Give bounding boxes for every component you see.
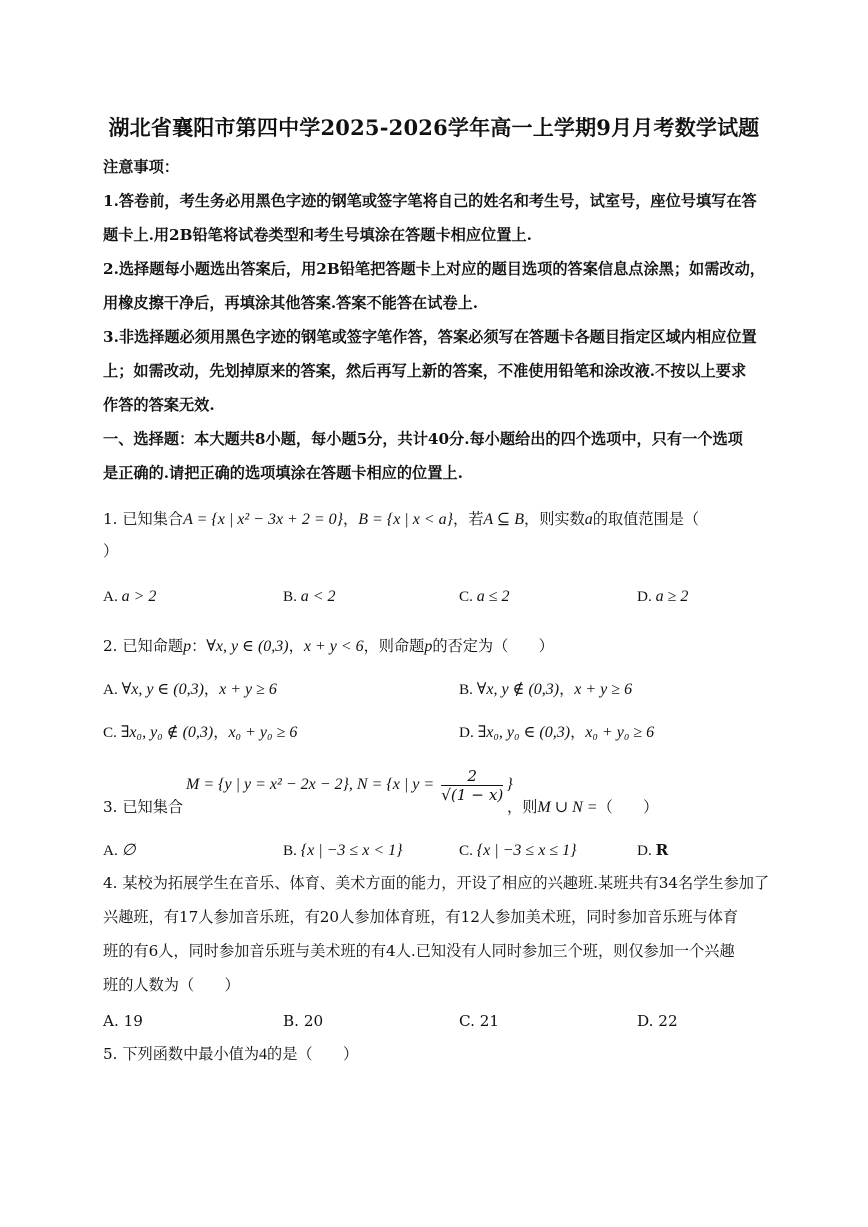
q4-line-1: 4. 某校为拓展学生在音乐、体育、美术方面的能力，开设了相应的兴趣班.某班共有34名学生参加了 <box>103 874 770 892</box>
q4-line-4: 班的人数为（ ） <box>103 976 240 994</box>
q1-set-a: A = {x | x² − 3x + 2 = 0} <box>183 511 344 528</box>
section-1-line-2: 是正确的.请把正确的选项填涂在答题卡相应的位置上. <box>103 464 463 482</box>
q1-set-b: B = {x | x < a} <box>358 511 453 528</box>
q4-option-a: A. 19 <box>103 1012 143 1030</box>
q1-mid: ，若 <box>453 510 484 528</box>
notice-heading: 注意事项： <box>103 158 179 176</box>
question-5: 5. 下列函数中最小值为4的是（ ） <box>103 1045 359 1063</box>
q3-option-b: B. {x | −3 ≤ x < 1} <box>283 842 403 859</box>
q2-option-a: A. ∀x, y ∈ (0,3)，x + y ≥ 6 <box>103 680 277 698</box>
notice-item-1-line-2: 题卡上.用2B铅笔将试卷类型和考生号填涂在答题卡相应位置上. <box>103 226 532 244</box>
q2-option-b: B. ∀x, y ∉ (0,3)，x + y ≥ 6 <box>459 680 633 698</box>
q1-condition: A ⊆ B <box>483 511 525 528</box>
q4-line-3: 班的有6人，同时参加音乐班与美术班的有4人.已知没有人同时参加三个班，则仅参加一个兴趣 <box>103 942 735 960</box>
q3-set-formula <box>186 764 513 805</box>
q4-option-b: B. 20 <box>283 1012 324 1030</box>
q4-line-2: 兴趣班，有17人参加音乐班，有20人参加体育班，有12人参加美术班，同时参加音乐班与体育 <box>103 908 739 926</box>
page-title: 湖北省襄阳市第四中学2025-2026学年高一上学期9月月考数学试题 <box>108 115 760 140</box>
q1-option-a: A. a > 2 <box>103 588 157 605</box>
q3-prefix: 3. 已知集合 <box>103 798 184 816</box>
question-1 <box>103 509 699 530</box>
q3-option-d: D. R <box>637 841 669 859</box>
q1-option-c: C. a ≤ 2 <box>459 588 510 605</box>
notice-item-2-line-2: 用橡皮擦干净后，再填涂其他答案.答案不能答在试卷上. <box>103 294 479 312</box>
notice-item-3-line-2: 上；如需改动，先划掉原来的答案，然后再写上新的答案，不准使用铅笔和涂改液.不按以上要求 <box>103 362 747 380</box>
q3-set-m: M = {y | y = x² − 2x − 2}, N = <box>186 776 387 793</box>
q3-tail: ，则M ∪ N =（ ） <box>507 798 659 816</box>
q2-option-c: C. ∃x₀, y₀ ∉ (0,3)，x₀ + y₀ ≥ 6 <box>103 723 298 741</box>
q3-option-c: C. {x | −3 ≤ x ≤ 1} <box>459 842 577 859</box>
q1-sep: ， <box>343 510 359 528</box>
q1-tail2: 的取值范围是（ <box>592 510 700 528</box>
q1-var: a <box>584 511 593 528</box>
notice-item-2-line-1: 2.选择题每小题选出答案后，用2B铅笔把答题卡上对应的题目选项的答案信息点涂黑；如需改动， <box>103 260 765 278</box>
notice-item-3-line-1: 3.非选择题必须用黑色字迹的钢笔或签字笔作答，答案必须写在答题卡各题目指定区域内相应位置 <box>103 328 757 346</box>
q3-option-a: A. ∅ <box>103 842 136 859</box>
q1-tail: ，则实数 <box>524 510 585 528</box>
q4-option-d: D. 22 <box>637 1012 678 1030</box>
section-1-line-1: 一、选择题：本大题共8小题，每小题5分，共计40分.每小题给出的四个选项中，只有一个选项 <box>103 430 743 448</box>
q2-option-d: D. ∃x₀, y₀ ∈ (0,3)，x₀ + y₀ ≥ 6 <box>459 723 655 741</box>
q4-option-c: C. 21 <box>459 1012 500 1030</box>
q1-prefix: 1. 已知集合 <box>103 510 184 528</box>
q1-option-b: B. a < 2 <box>283 588 336 605</box>
q3-fraction: $\frac{2}{√(1 - x)}$ <box>441 766 504 804</box>
q3-set-n-left: {x | y = <box>386 776 439 793</box>
q1-close-paren: ） <box>103 542 119 560</box>
q3-set-n-right: } <box>506 776 513 793</box>
notice-item-1-line-1: 1.答卷前，考生务必用黑色字迹的钢笔或签字笔将自己的姓名和考生号，试室号，座位号填写在答 <box>103 192 757 210</box>
notice-item-3-line-3: 作答的答案无效. <box>103 396 215 414</box>
question-2: 2. 已知命题p：∀x, y ∈ (0,3)，x + y < 6，则命题p的否定为（ ） <box>103 637 554 655</box>
q1-option-d: D. a ≥ 2 <box>637 588 689 605</box>
